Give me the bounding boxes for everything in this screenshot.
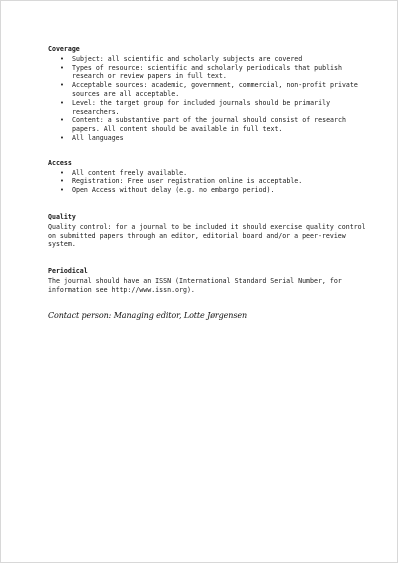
access-heading: Access <box>48 158 72 167</box>
list-item: • Subject: all scientific and scholarly subjects are covered <box>72 55 368 64</box>
document-content <box>48 45 368 321</box>
list-item: • All languages <box>72 134 368 143</box>
list-item: • Open Access without delay (e.g. no embargo period). <box>72 186 368 195</box>
periodical-text: The journal should have an ISSN (International Standard Serial Number, for information see http://www.issn.org). <box>48 276 342 294</box>
access-list <box>48 169 368 195</box>
quality-section <box>48 213 368 249</box>
list-item: • Acceptable sources: academic, government, commercial, non-profit private sources are all acceptable. <box>72 81 368 99</box>
list-item: • Level: the target group for included journals should be primarily researchers. <box>72 99 368 117</box>
list-item: • Content: a substantive part of the journal should consist of research papers. All content should be available in full text. <box>72 116 368 134</box>
contact-signature: Contact person: Managing editor, Lotte Jørgensen <box>48 310 248 320</box>
quality-heading: Quality <box>48 212 76 221</box>
coverage-section <box>48 45 368 143</box>
list-item: • Registration: Free user registration online is acceptable. <box>72 177 368 186</box>
list-item: • Types of resource: scientific and scholarly periodicals that publish research or review papers in full text. <box>72 64 368 82</box>
access-section <box>48 159 368 195</box>
list-item: • All content freely available. <box>72 169 368 178</box>
periodical-section <box>48 267 368 294</box>
coverage-list <box>48 55 368 143</box>
quality-text: Quality control: for a journal to be included it should exercise quality control on submitted papers through an editor, editorial board and/or a peer-review system. <box>48 222 366 249</box>
periodical-heading: Periodical <box>48 267 88 276</box>
coverage-heading: Coverage <box>48 45 80 53</box>
